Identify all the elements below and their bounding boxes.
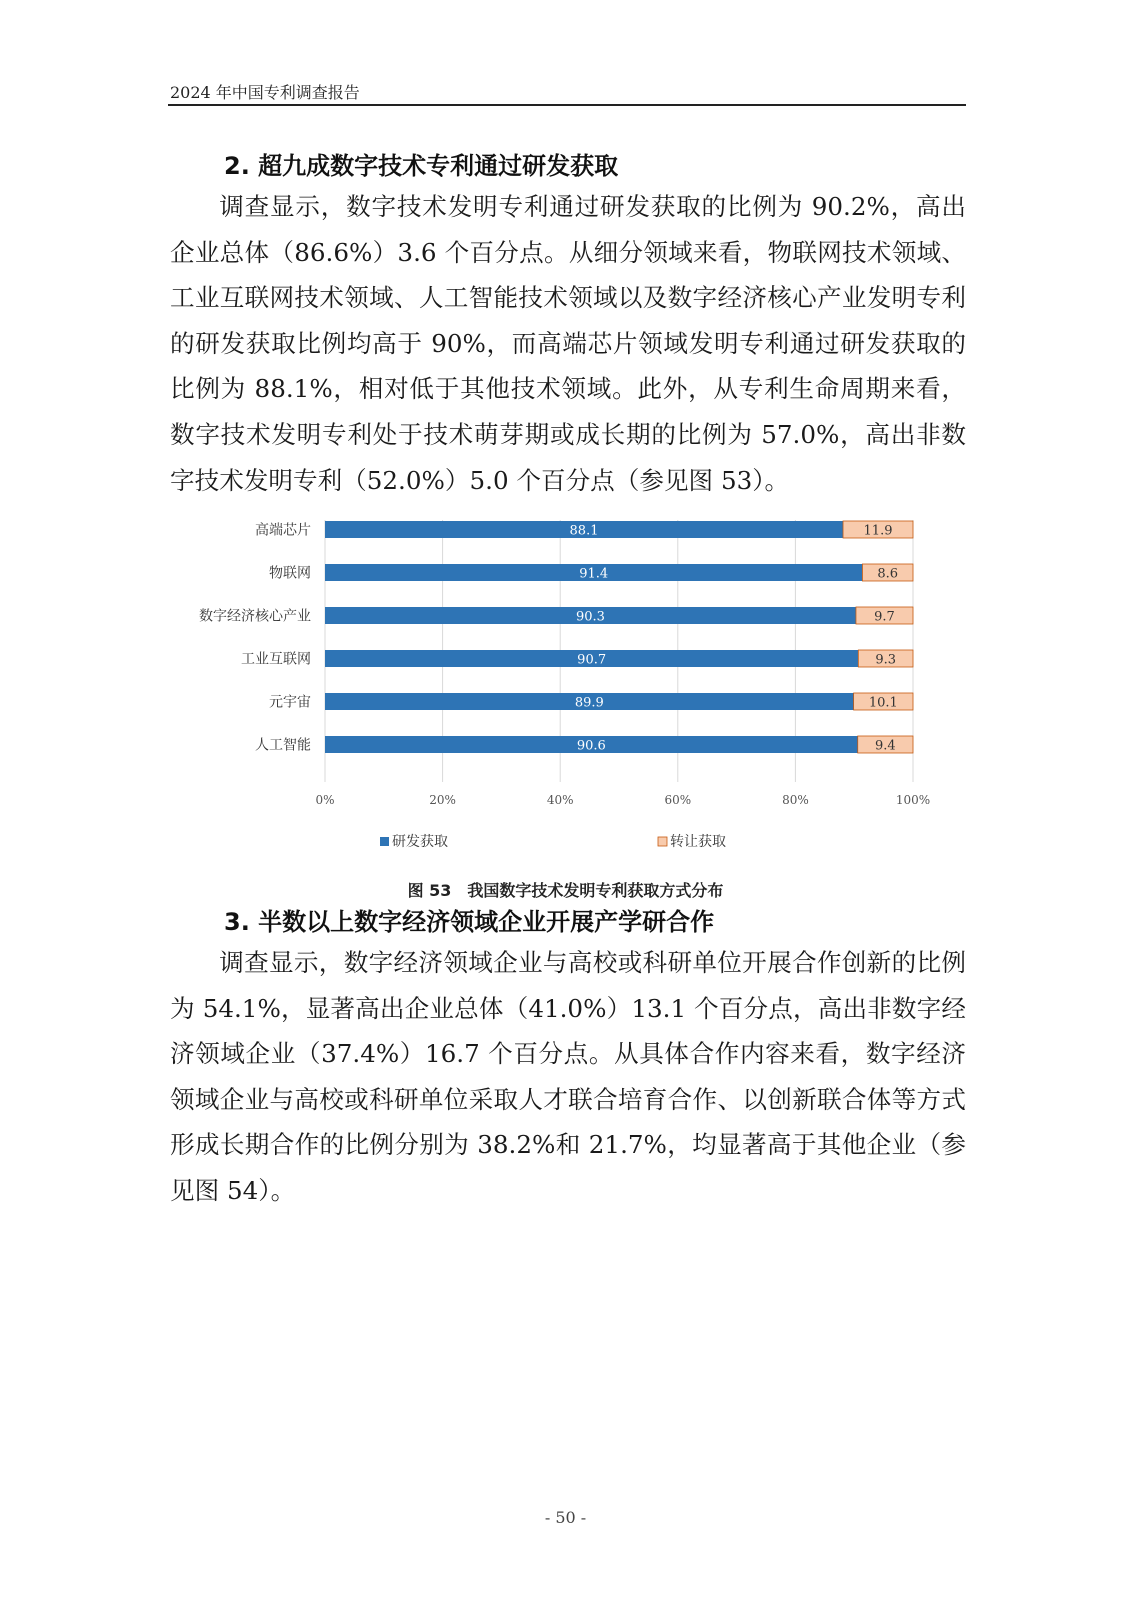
data-label: 8.6 (877, 566, 899, 582)
section-3-heading: 3. 半数以上数字经济领域企业开展产学研合作 (224, 908, 715, 936)
x-tick-label: 80% (782, 793, 809, 807)
section-3-paragraph: 调查显示，数字经济领域企业与高校或科研单位开展合作创新的比例为 54.1%，显著高出企业总体（41.0%）13.1 个百分点，高出非数字经济领域企业（37.4%）16.7 个百分点。从具体合作内容来看，数字经济领域企业与高校或科研单位采取人才联合培育合作、以创新联合体等方式形成长期合作的比例分别为 38.2%和 21.7%，均显著高于其他企业（参见图 54）。 (170, 948, 966, 1205)
data-label: 90.3 (576, 609, 605, 625)
data-label: 90.6 (576, 738, 606, 754)
legend-swatch (380, 837, 389, 846)
legend-swatch (658, 837, 667, 846)
x-tick-label: 0% (315, 793, 335, 807)
category-label: 高端芯片 (255, 522, 311, 539)
data-label: 11.9 (863, 523, 893, 539)
stacked-bar-chart (170, 520, 970, 880)
category-label: 人工智能 (255, 737, 311, 754)
x-tick-label: 20% (429, 793, 456, 807)
legend-label: 转让获取 (670, 834, 726, 850)
data-label: 91.4 (579, 566, 609, 582)
category-label: 物联网 (269, 565, 311, 582)
data-label: 89.9 (574, 695, 604, 711)
data-label: 9.4 (875, 738, 896, 754)
x-tick-label: 40% (546, 793, 574, 807)
x-tick-label: 100% (895, 793, 931, 807)
data-label: 10.1 (868, 695, 898, 711)
data-label: 9.3 (875, 652, 897, 668)
x-tick-label: 60% (664, 793, 692, 807)
page-number: - 50 - (544, 1508, 587, 1527)
data-label: 9.7 (874, 609, 895, 625)
category-label: 元宇宙 (269, 694, 311, 711)
category-label: 数字经济核心产业 (199, 608, 311, 625)
figure-53-caption: 图 53 我国数字技术发明专利获取方式分布 (407, 881, 724, 900)
section-2-heading: 2. 超九成数字技术专利通过研发获取 (224, 152, 619, 180)
legend-label: 研发获取 (392, 834, 448, 850)
figure-53-chart (170, 520, 970, 880)
running-header: 2024 年中国专利调查报告 (170, 83, 360, 102)
data-label: 88.1 (569, 523, 599, 539)
header-rule (168, 104, 966, 106)
section-2-paragraph: 调查显示，数字技术发明专利通过研发获取的比例为 90.2%，高出企业总体（86.6%）3.6 个百分点。从细分领域来看，物联网技术领域、工业互联网技术领域、人工智能技术领域以及数字经济核心产业发明专利的研发获取比例均高于 90%，而高端芯片领域发明专利通过研发获取的比例为 88.1%，相对低于其他技术领域。此外，从专利生命周期来看，数字技术发明专利处于技术萌芽期或成长期的比例为 57.0%，高出非数字技术发明专利（52.0%）5.0 个百分点（参见图 53）。 (170, 192, 966, 495)
category-label: 工业互联网 (241, 651, 311, 668)
data-label: 90.7 (577, 652, 607, 668)
